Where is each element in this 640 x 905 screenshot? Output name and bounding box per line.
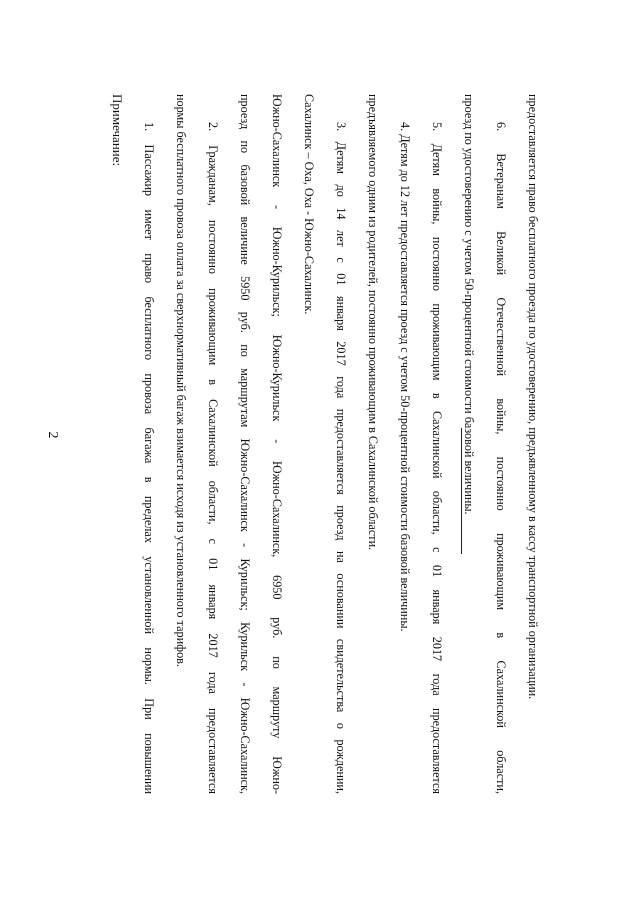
note-3-line-1: 3. Детям до 14 лет с 01 января 2017 года предоставляется проезд на основании свидетельства о рождении, [334, 122, 348, 794]
note-2-line-2: проезд по базовой величине 5950 руб. по маршрутам Южно-Сахалинск - Курильск; Курильск - Южно-Сахалинск, [238, 94, 252, 794]
note-4-line-1: 4. Детям до 12 лет предоставляется проезд с учетом 50-процентной стоимости базовой величины. [398, 122, 412, 632]
note-5-line-2: проезд по удостоверению с учетом 50-процентной стоимости базовой величины. [462, 94, 476, 515]
notes-block [80, 94, 640, 794]
note-2-line-1: 2. Гражданам, постоянно проживающим в Сахалинской области, с 01 января 2017 года предоставляется [206, 122, 220, 794]
note-3-line-2: предъявляемого одним из родителей, постоянно проживающим в Сахалинской области. [366, 94, 380, 551]
signature-rule [461, 428, 462, 554]
note-6-line-1: 6. Ветеранам Великой Отечественной войны, постоянно проживающим в Сахалинской области, [494, 122, 508, 794]
notes-heading: Примечание: [110, 94, 125, 167]
note-5-line-1: 5. Детям войны, постоянно проживающим в Сахалинской области, с 01 января 2017 года предоставляется [430, 122, 444, 794]
page-number: 2 [45, 431, 60, 439]
note-2-line-4: Сахалинск – Оха, Оха - Южно-Сахалинск. [302, 94, 316, 315]
note-6-line-2: предоставляется право бесплатного проезда по удостоверению, предъявленному в кассу транспортной организации. [526, 94, 540, 700]
note-2-line-3: Южно-Сахалинск - Южно-Курильск; Южно-Курильск - Южно-Сахалинск, 6950 руб. по маршруту Южно- [270, 94, 284, 794]
note-1-line-2: нормы бесплатного провоза оплата за сверхнормативный багаж взимается исходя из установленного тарифов. [174, 94, 188, 667]
note-1-line-1: 1. Пассажир имеет право бесплатного провоза багажа в пределах установленной нормы. При повышении [142, 122, 156, 794]
